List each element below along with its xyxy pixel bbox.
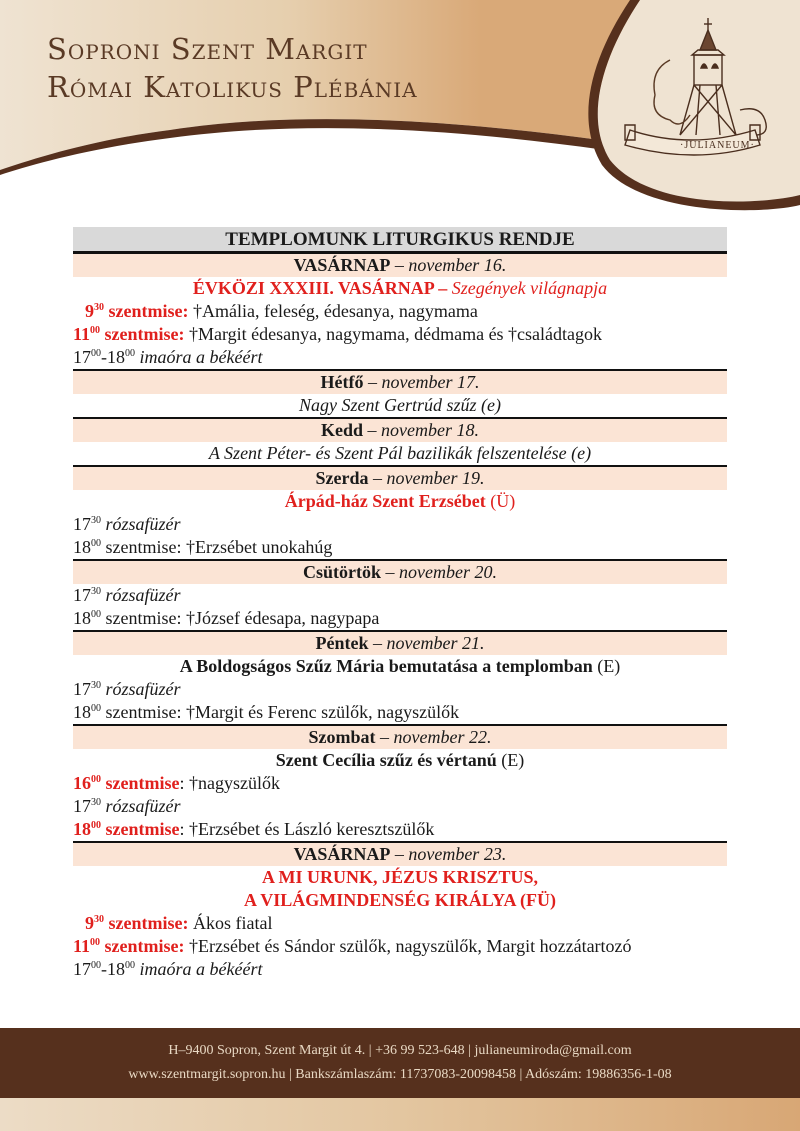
entry-text: imaóra a békéért <box>139 347 263 367</box>
day-header: Szerda – november 19. <box>73 467 727 490</box>
feast-title <box>73 277 727 300</box>
entry-hour: 18 <box>73 537 91 557</box>
entry-minute: 00 <box>91 348 101 359</box>
entry-label: szentmise: <box>104 936 185 956</box>
feast-subtitle: Szegények világnapja <box>451 278 608 298</box>
day-name: Szerda <box>315 468 369 488</box>
feast-main: ÉVKÖZI XXXIII. VASÁRNAP – <box>192 278 448 298</box>
day-date: november 18. <box>381 420 479 440</box>
schedule-entry <box>73 818 727 843</box>
schedule-entry <box>73 772 727 795</box>
day-name: VASÁRNAP <box>293 844 391 864</box>
day-header: VASÁRNAP – november 16. <box>73 254 727 277</box>
entry-minute: 30 <box>91 586 101 597</box>
entry-text: rózsafüzér <box>105 514 181 534</box>
entry-hour: 11 <box>73 324 91 344</box>
entry-label: szentmise: <box>108 301 189 321</box>
feast-title <box>73 749 727 772</box>
entry-text: †Erzsébet és Sándor szülők, nagyszülők, Margit hozzátartozó <box>189 936 632 956</box>
entry-hour: 17 <box>73 347 91 367</box>
feast-main: Szent Cecília szűz és vértanú <box>275 750 497 770</box>
entry-text: : †nagyszülők <box>179 773 280 793</box>
day-date: november 21. <box>386 633 485 653</box>
entry-minute: 30 <box>91 515 101 526</box>
day-name: VASÁRNAP <box>293 255 391 275</box>
entry-hour: 17 <box>73 679 91 699</box>
schedule-entry <box>73 300 727 323</box>
feast-rank: (E) <box>597 656 621 676</box>
schedule-entry <box>73 536 727 561</box>
schedule-entry <box>73 678 727 701</box>
entry-minute: 00 <box>90 937 101 948</box>
schedule-entry <box>73 795 727 818</box>
day-date: november 16. <box>408 255 507 275</box>
entry-text: rózsafüzér <box>105 796 181 816</box>
entry-hour: 18 <box>73 702 91 722</box>
entry-minute: 00 <box>91 609 101 620</box>
feast-title <box>73 490 727 513</box>
entry-minute: 00 <box>91 820 101 831</box>
feast-title: A Szent Péter- és Szent Pál bazilikák felszentelése (e) <box>73 442 727 467</box>
day-date: november 17. <box>381 372 480 392</box>
entry-label: szentmise: <box>105 608 182 628</box>
day-name: Péntek <box>315 633 369 653</box>
entry-minute-end: 00 <box>125 960 135 971</box>
schedule-entry <box>73 935 727 958</box>
entry-hour: 17 <box>73 585 91 605</box>
entry-hour-end: 18 <box>107 959 125 979</box>
feast-rank: (E) <box>501 750 525 770</box>
day-date: november 20. <box>399 562 497 582</box>
entry-minute-end: 00 <box>125 348 135 359</box>
schedule-entry: $17^{00}-18^{00}$ imaóra a békéért <box>73 346 727 371</box>
schedule-entry <box>73 323 727 346</box>
day-header: Péntek – november 21. <box>73 632 727 655</box>
schedule-entry <box>73 701 727 726</box>
parish-title-line1: Soproni Szent Margit <box>47 32 368 66</box>
entry-text: : †Erzsébet és László keresztszülők <box>179 819 435 839</box>
schedule-entry <box>73 513 727 536</box>
schedule-entry <box>73 584 727 607</box>
entry-text: †József édesapa, nagypapa <box>185 608 380 628</box>
day-date: november 19. <box>386 468 485 488</box>
entry-text: rózsafüzér <box>105 585 181 605</box>
schedule-entry: $17^{00}-18^{00}$ imaóra a békéért <box>73 959 263 979</box>
entry-text: †Margit és Ferenc szülők, nagyszülők <box>185 702 460 722</box>
day-header: VASÁRNAP – november 23. <box>73 843 727 866</box>
entry-minute: 30 <box>94 914 104 925</box>
entry-label: szentmise: <box>104 324 185 344</box>
day-name: Szombat <box>308 727 376 747</box>
schedule-entry <box>73 607 727 632</box>
entry-minute: 00 <box>91 538 101 549</box>
footer-gradient-band <box>0 1098 800 1131</box>
entry-hour-end: 18 <box>107 347 125 367</box>
liturgy-table <box>73 227 727 981</box>
entry-minute: 00 <box>91 703 101 714</box>
feast-main: A Boldogságos Szűz Mária bemutatása a templomban <box>179 656 593 676</box>
feast-rank: (Ü) <box>490 491 516 511</box>
day-header: Hétfő – november 17. <box>73 371 727 394</box>
table-caption: TEMPLOMUNK LITURGIKUS RENDJE <box>73 227 727 254</box>
entry-label: szentmise: <box>108 913 189 933</box>
entry-text: †Amália, feleség, édesanya, nagymama <box>192 301 478 321</box>
day-name: Hétfő <box>320 372 364 392</box>
entry-hour: 9 <box>85 301 94 321</box>
feast-main: Árpád-ház Szent Erzsébet <box>284 491 486 511</box>
day-header: Csütörtök – november 20. <box>73 561 727 584</box>
entry-minute: 00 <box>91 774 101 785</box>
parish-title <box>47 30 418 106</box>
entry-hour: 17 <box>73 514 91 534</box>
entry-hour: 17 <box>73 959 91 979</box>
logo-caption: ·JULIANEUM· <box>680 140 755 151</box>
day-header: Kedd – november 18. <box>73 419 727 442</box>
parish-title-line2: Római Katolikus Plébánia <box>47 70 418 104</box>
entry-text: imaóra a békéért <box>139 959 263 979</box>
footer-bank-line: www.szentmargit.sopron.hu | Bankszámlaszám: 11737083-20098458 | Adószám: 19886356-1-08 <box>128 1067 672 1082</box>
entry-minute: 00 <box>90 325 101 336</box>
footer-contact <box>0 1028 800 1098</box>
footer-address-line: H–9400 Sopron, Szent Margit út 4. | +36 99 523-648 | julianeumiroda@gmail.com <box>168 1043 632 1058</box>
feast-title-line1: A MI URUNK, JÉZUS KRISZTUS, <box>261 867 539 887</box>
day-date: november 22. <box>393 727 492 747</box>
entry-hour: 11 <box>73 936 91 956</box>
entry-hour: 17 <box>73 796 91 816</box>
entry-hour: 18 <box>73 608 91 628</box>
day-header: Szombat – november 22. <box>73 726 727 749</box>
entry-text: Ákos fiatal <box>192 913 273 933</box>
entry-label: szentmise: <box>105 702 182 722</box>
feast-title-line2: A VILÁGMINDENSÉG KIRÁLYA (FÜ) <box>244 890 556 910</box>
feast-title <box>73 655 727 678</box>
entry-hour: 16 <box>73 773 91 793</box>
entry-hour: 9 <box>85 913 94 933</box>
entry-hour: 18 <box>73 819 91 839</box>
day-name: Kedd <box>321 420 364 440</box>
entry-text: †Margit édesanya, nagymama, dédmama és †családtagok <box>189 324 603 344</box>
entry-text: rózsafüzér <box>105 679 181 699</box>
day-date: november 23. <box>408 844 507 864</box>
entry-label: szentmise: <box>105 537 182 557</box>
feast-title: Nagy Szent Gertrúd szűz (e) <box>73 394 727 419</box>
entry-minute: 30 <box>91 680 101 691</box>
entry-text: †Erzsébet unokahúg <box>185 537 333 557</box>
schedule-entry <box>73 912 727 935</box>
entry-minute: 00 <box>91 960 101 971</box>
entry-minute: 30 <box>94 302 104 313</box>
entry-minute: 30 <box>91 797 101 808</box>
entry-label: szentmise <box>105 819 180 839</box>
entry-label: szentmise <box>105 773 180 793</box>
day-name: Csütörtök <box>303 562 382 582</box>
